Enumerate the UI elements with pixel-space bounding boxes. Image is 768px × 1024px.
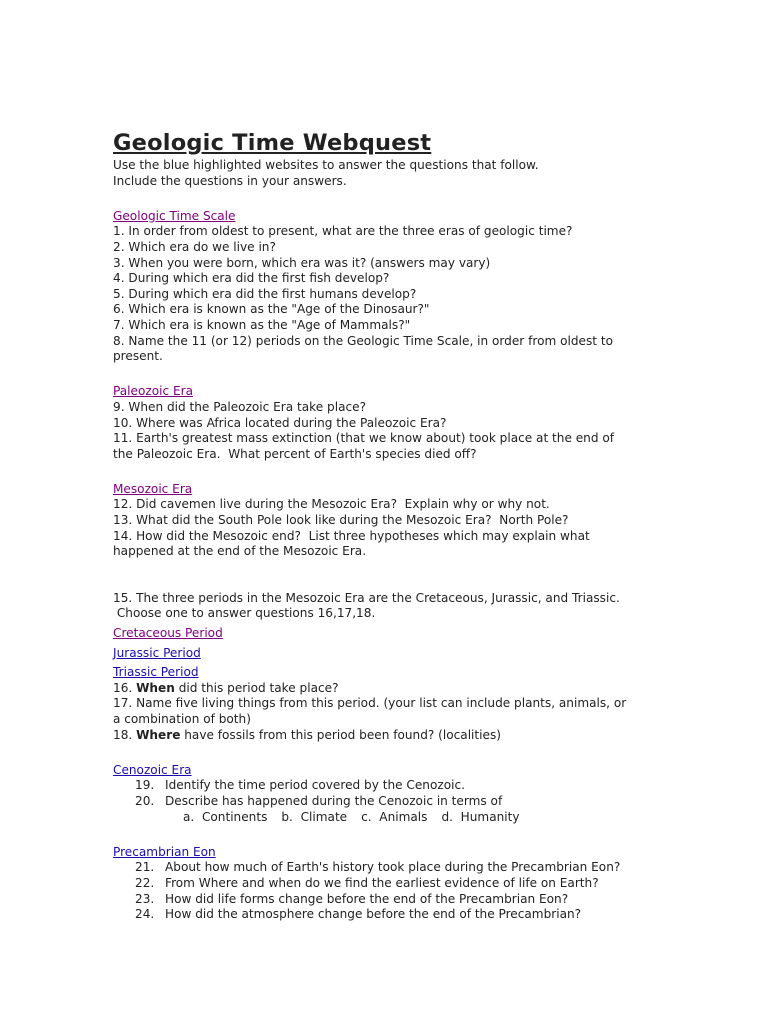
question: the Paleozoic Era. What percent of Earth's species died off? bbox=[113, 446, 477, 461]
question-number: 24. bbox=[135, 907, 155, 922]
intro-line: Use the blue highlighted websites to answer the questions that follow. bbox=[113, 158, 539, 172]
question-number: 22. bbox=[135, 875, 155, 890]
triassic-period-link[interactable]: Triassic Period bbox=[113, 665, 199, 680]
question bbox=[113, 778, 713, 794]
precambrian-eon-link[interactable]: Precambrian Eon bbox=[113, 844, 216, 859]
cenozoic-era-link[interactable]: Cenozoic Era bbox=[113, 762, 192, 777]
question bbox=[113, 794, 713, 810]
question bbox=[113, 892, 713, 908]
question: 12. Did cavemen live during the Mesozoic Era? Explain why or why not. bbox=[113, 497, 550, 512]
question: 11. Earth's greatest mass extinction (that we know about) took place at the end of bbox=[113, 431, 615, 446]
question: present. bbox=[113, 349, 163, 364]
option: c. Animals bbox=[361, 809, 428, 824]
question bbox=[113, 907, 713, 923]
jurassic-period-link[interactable]: Jurassic Period bbox=[113, 645, 201, 660]
question: 8. Name the 11 (or 12) periods on the Geologic Time Scale, in order from oldest to bbox=[113, 333, 614, 348]
paleozoic-era-link[interactable]: Paleozoic Era bbox=[113, 384, 193, 399]
question: 3. When you were born, which era was it? (answers may vary) bbox=[113, 255, 491, 270]
question-text: have fossils from this period been found? (localities) bbox=[180, 727, 501, 742]
question bbox=[113, 728, 713, 744]
question: a combination of both) bbox=[113, 712, 251, 726]
question bbox=[113, 876, 713, 892]
options-row bbox=[113, 810, 713, 826]
question-text: How did life forms change before the end of the Precambrian Eon? bbox=[165, 891, 569, 906]
cretaceous-period-link[interactable]: Cretaceous Period bbox=[113, 626, 223, 641]
question: 7. Which era is known as the "Age of Mammals?" bbox=[113, 317, 411, 332]
question: 6. Which era is known as the "Age of the Dinosaur?" bbox=[113, 302, 430, 317]
question: 13. What did the South Pole look like during the Mesozoic Era? North Pole? bbox=[113, 513, 569, 528]
question: 10. Where was Africa located during the Paleozoic Era? bbox=[113, 415, 447, 430]
question: 9. When did the Paleozoic Era take place? bbox=[113, 399, 366, 414]
option: b. Climate bbox=[281, 809, 348, 824]
question: 5. During which era did the first humans develop? bbox=[113, 286, 417, 301]
question-number: 18. bbox=[113, 727, 137, 742]
question: 4. During which era did the first fish develop? bbox=[113, 271, 390, 286]
question-number: 19. bbox=[135, 778, 155, 793]
question-text: Identify the time period covered by the Cenozoic. bbox=[165, 778, 465, 793]
question: 2. Which era do we live in? bbox=[113, 239, 276, 254]
mesozoic-era-link[interactable]: Mesozoic Era bbox=[113, 481, 193, 496]
question: happened at the end of the Mesozoic Era. bbox=[113, 544, 367, 559]
question-number: 23. bbox=[135, 891, 155, 906]
question: 17. Name five living things from this period. (your list can include plants, animals, or bbox=[113, 696, 627, 711]
geologic-time-scale-link[interactable]: Geologic Time Scale bbox=[113, 208, 236, 223]
question bbox=[113, 681, 713, 697]
question-number: 16. bbox=[113, 680, 137, 695]
question-text: Describe has happened during the Cenozoic in terms of bbox=[165, 793, 503, 808]
question-text: did this period take place? bbox=[174, 680, 339, 695]
intro-line: Include the questions in your answers. bbox=[113, 173, 347, 188]
option: a. Continents bbox=[183, 809, 268, 824]
question: 15. The three periods in the Mesozoic Era are the Cretaceous, Jurassic, and Triassic. bbox=[113, 590, 620, 605]
option: d. Humanity bbox=[441, 809, 520, 824]
question: 14. How did the Mesozoic end? List three hypotheses which may explain what bbox=[113, 528, 590, 543]
document-page bbox=[113, 128, 713, 923]
question-text: How did the atmosphere change before the end of the Precambrian? bbox=[165, 907, 582, 922]
question: 1. In order from oldest to present, what are the three eras of geologic time? bbox=[113, 224, 573, 239]
question: Choose one to answer questions 16,17,18. bbox=[113, 606, 376, 621]
emphasis: When bbox=[136, 680, 175, 695]
question bbox=[113, 860, 713, 876]
emphasis: Where bbox=[136, 727, 181, 742]
question-number: 21. bbox=[135, 860, 155, 875]
question-text: From Where and when do we find the earliest evidence of life on Earth? bbox=[165, 875, 599, 890]
question-number: 20. bbox=[135, 793, 155, 808]
page-title: Geologic Time Webquest bbox=[113, 130, 432, 156]
question-text: About how much of Earth's history took place during the Precambrian Eon? bbox=[165, 860, 621, 875]
